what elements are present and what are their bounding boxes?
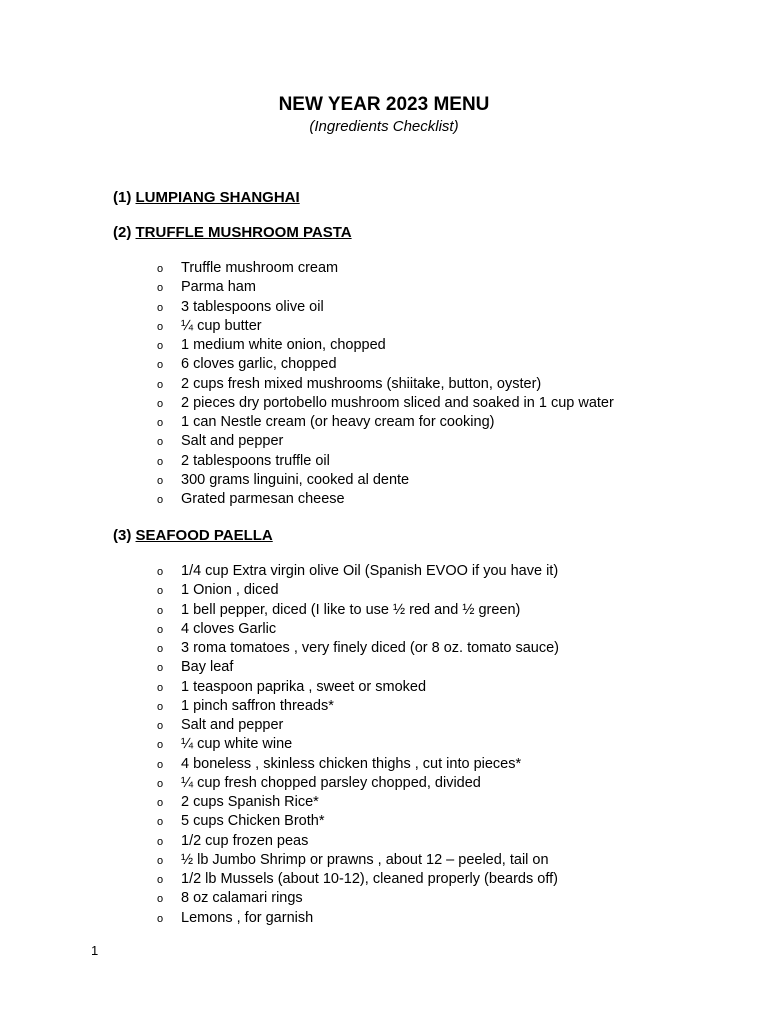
bullet-circle-icon: o [157,700,164,713]
ingredient-text: Salt and pepper [181,717,284,733]
bullet-circle-icon: o [157,797,164,809]
ingredient-text: 1/2 lb Mussels (about 10-12), cleaned properly (beards off) [181,871,558,887]
ingredient-text: 1 pinch saffron threads* [181,697,334,714]
bullet-circle-icon: o [157,378,164,391]
ingredient-text: 1 medium white onion, chopped [181,337,386,353]
section-heading-seafood-paella [113,526,273,546]
ingredient-text: 3 tablespoons olive oil [181,298,324,315]
bullet-circle-icon: o [157,263,164,275]
ingredient-text: 5 cups Chicken Broth* [181,813,325,830]
section-name: SEAFOOD PAELLA [135,527,273,544]
ingredient-text: ¼ cup butter [181,317,262,334]
section-number: (3) [113,527,132,544]
bullet-circle-icon: o [157,282,164,295]
bullet-circle-icon: o [157,912,164,925]
ingredient-text: 4 cloves Garlic [181,620,277,637]
ingredient-text: ½ lb Jumbo Shrimp or prawns , about 12 – peeled, tail on [181,851,549,868]
page-subtitle: (Ingredients Checklist) [309,118,459,135]
ingredient-text: Lemons , for garnish [181,909,314,926]
bullet-circle-icon: o [157,585,164,598]
ingredient-text: Truffle mushroom cream [181,260,339,276]
bullet-circle-icon: o [157,604,164,617]
ingredient-text: Grated parmesan cheese [181,491,345,507]
section-name: TRUFFLE MUSHROOM PASTA [135,224,352,241]
ingredient-text: 1 teaspoon paprika , sweet or smoked [181,678,427,695]
bullet-circle-icon: o [157,739,164,752]
bullet-circle-icon: o [157,455,164,468]
ingredient-text: 300 grams linguini, cooked al dente [181,471,410,488]
ingredient-text: 6 cloves garlic, chopped [181,356,337,373]
bullet-circle-icon: o [157,417,164,429]
bullet-circle-icon: o [157,874,164,886]
ingredient-text: 1/4 cup Extra virgin olive Oil (Spanish EVOO if you have it) [181,563,559,579]
ingredient-text: 1/2 cup frozen peas [181,832,309,849]
ingredient-text: 2 pieces dry portobello mushroom sliced and soaked in 1 cup water [181,394,614,411]
page-title: NEW YEAR 2023 MENU [278,94,490,115]
bullet-circle-icon: o [157,893,164,906]
bullet-circle-icon: o [157,566,164,578]
bullet-circle-icon: o [157,359,164,372]
bullet-circle-icon: o [157,854,164,867]
bullet-circle-icon: o [157,623,164,636]
section-number: (1) [113,189,132,206]
bullet-circle-icon: o [157,436,164,449]
ingredient-text: ¼ cup white wine [181,736,293,753]
bullet-circle-icon: o [157,301,164,314]
bullet-circle-icon: o [157,340,164,352]
bullet-circle-icon: o [157,720,164,732]
bullet-circle-icon: o [157,320,164,333]
bullet-circle-icon: o [157,816,164,829]
bullet-circle-icon: o [157,643,164,655]
ingredient-text: 1 bell pepper, diced (I like to use ½ red and ½ green) [181,601,521,618]
ingredient-text: 3 roma tomatoes , very finely diced (or 8 oz. tomato sauce) [181,640,559,656]
ingredient-text: Parma ham [181,279,256,296]
ingredient-text: 8 oz calamari rings [181,890,303,907]
bullet-circle-icon: o [157,835,164,848]
bullet-circle-icon: o [157,681,164,694]
ingredient-text: 2 tablespoons truffle oil [181,452,330,469]
section-heading-truffle-mushroom-pasta [113,223,352,243]
ingredient-text: 1 can Nestle cream (or heavy cream for cooking) [181,414,495,430]
bullet-circle-icon: o [157,758,164,771]
page-number: 1 [91,943,99,958]
bullet-circle-icon: o [157,777,164,790]
bullet-circle-icon: o [157,494,164,506]
ingredient-text: 2 cups fresh mixed mushrooms (shiitake, button, oyster) [181,375,542,392]
section-heading-lumpiang-shanghai [113,188,300,208]
section-name: LUMPIANG SHANGHAI [135,189,300,206]
ingredient-text: Bay leaf [181,659,234,676]
ingredient-text: 2 cups Spanish Rice* [181,794,319,810]
bullet-circle-icon: o [157,474,164,487]
section-number: (2) [113,224,132,241]
bullet-circle-icon: o [157,662,164,675]
bullet-circle-icon: o [157,397,164,410]
ingredient-text: 1 Onion , diced [181,582,279,599]
ingredient-text: Salt and pepper [181,433,284,450]
ingredient-text: 4 boneless , skinless chicken thighs , cut into pieces* [181,755,522,772]
ingredient-text: ¼ cup fresh chopped parsley chopped, divided [181,774,481,791]
